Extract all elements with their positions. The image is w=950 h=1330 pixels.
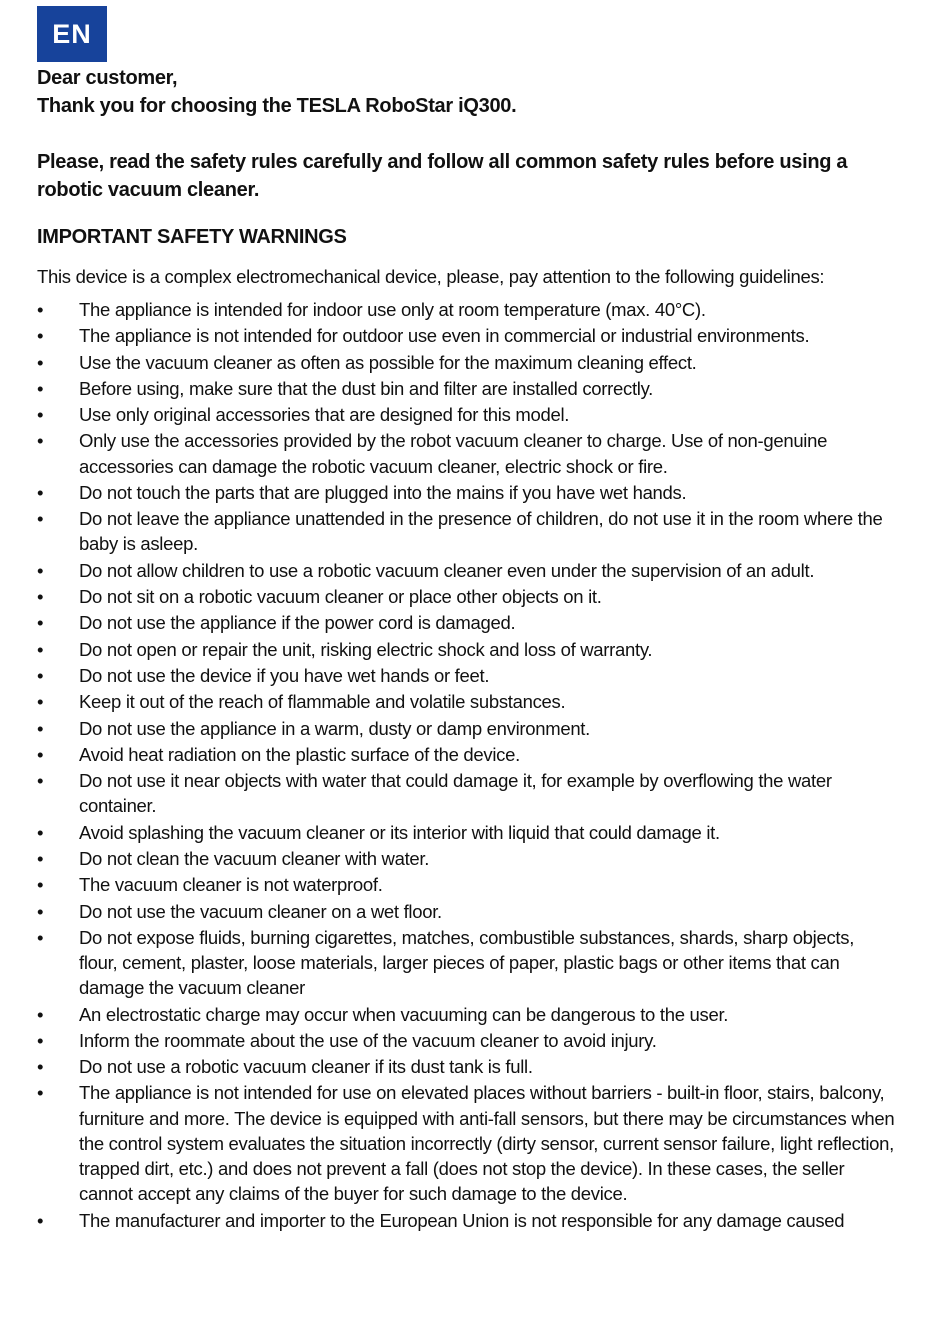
safety-rule-item: • The manufacturer and importer to the European Union is not responsible for any damage caused [37,1208,897,1233]
safety-rule-item: • Use the vacuum cleaner as often as possible for the maximum cleaning effect. [37,350,897,375]
safety-rule-item: • An electrostatic charge may occur when vacuuming can be dangerous to the user. [37,1002,897,1027]
safety-rule-item: • Do not allow children to use a robotic vacuum cleaner even under the supervision of an adult. [37,558,897,583]
section-heading: IMPORTANT SAFETY WARNINGS [37,226,347,248]
intro-paragraph: Please, read the safety rules carefully and follow all common safety rules before using a robotic vacuum cleaner. [37,151,848,201]
safety-rule-item: • Do not expose fluids, burning cigarettes, matches, combustible substances, shards, sharp objects, flour, cement, plaster, loose materials, larger pieces of paper, plastic bags or other items that can damage the vacuum cleaner [37,925,897,1001]
safety-rule-item: • Before using, make sure that the dust bin and filter are installed correctly. [37,376,897,401]
safety-rule-item: • The appliance is intended for indoor use only at room temperature (max. 40°C). [37,297,897,322]
safety-rule-item: • Do not clean the vacuum cleaner with water. [37,846,897,871]
safety-rule-item: • Do not touch the parts that are plugged into the mains if you have wet hands. [37,480,897,505]
safety-rule-item: • The appliance is not intended for outdoor use even in commercial or industrial environments. [37,323,897,348]
safety-rule-item: • The appliance is not intended for use on elevated places without barriers - built-in floor, stairs, balcony, furniture and more. The device is equipped with anti-fall sensors, but there may be circumstances when the control system evaluates the situation incorrectly (dirty sensor, current sensor failure, light reflection, trapped dirt, etc.) and does not prevent a fall (does not stop the device). In these cases, the seller cannot accept any claims of the buyer for such damage to the device. [37,1080,897,1206]
safety-rule-item: • Do not use the device if you have wet hands or feet. [37,663,897,688]
language-badge: EN [37,6,107,62]
safety-rule-item: • The vacuum cleaner is not waterproof. [37,872,897,897]
greeting-salutation: Dear customer, [37,67,178,89]
safety-rule-item: • Do not sit on a robotic vacuum cleaner or place other objects on it. [37,584,897,609]
safety-rule-item: • Inform the roommate about the use of the vacuum cleaner to avoid injury. [37,1028,897,1053]
safety-rule-item: • Only use the accessories provided by the robot vacuum cleaner to charge. Use of non-genuine accessories can damage the robotic vacuum cleaner, electric shock or fire. [37,428,897,478]
lead-paragraph: This device is a complex electromechanical device, please, pay attention to the following guidelines: [37,266,825,287]
safety-rule-item: • Do not use the appliance in a warm, dusty or damp environment. [37,716,897,741]
safety-rule-item: • Avoid splashing the vacuum cleaner or its interior with liquid that could damage it. [37,820,897,845]
safety-rule-item: • Do not use a robotic vacuum cleaner if its dust tank is full. [37,1054,897,1079]
safety-rule-item: • Do not open or repair the unit, risking electric shock and loss of warranty. [37,637,897,662]
safety-rule-item: • Do not use the appliance if the power cord is damaged. [37,610,897,635]
greeting-thanks: Thank you for choosing the TESLA RoboStar iQ300. [37,95,517,117]
safety-rule-item: • Do not leave the appliance unattended in the presence of children, do not use it in the room where the baby is asleep. [37,506,897,556]
safety-rule-item: • Keep it out of the reach of flammable and volatile substances. [37,689,897,714]
safety-rule-item: • Avoid heat radiation on the plastic surface of the device. [37,742,897,767]
safety-rules-list [37,297,897,1234]
safety-rule-item: • Use only original accessories that are designed for this model. [37,402,897,427]
greeting [37,64,897,120]
safety-rule-item: • Do not use the vacuum cleaner on a wet floor. [37,899,897,924]
safety-rule-item: • Do not use it near objects with water that could damage it, for example by overflowing the water container. [37,768,897,818]
